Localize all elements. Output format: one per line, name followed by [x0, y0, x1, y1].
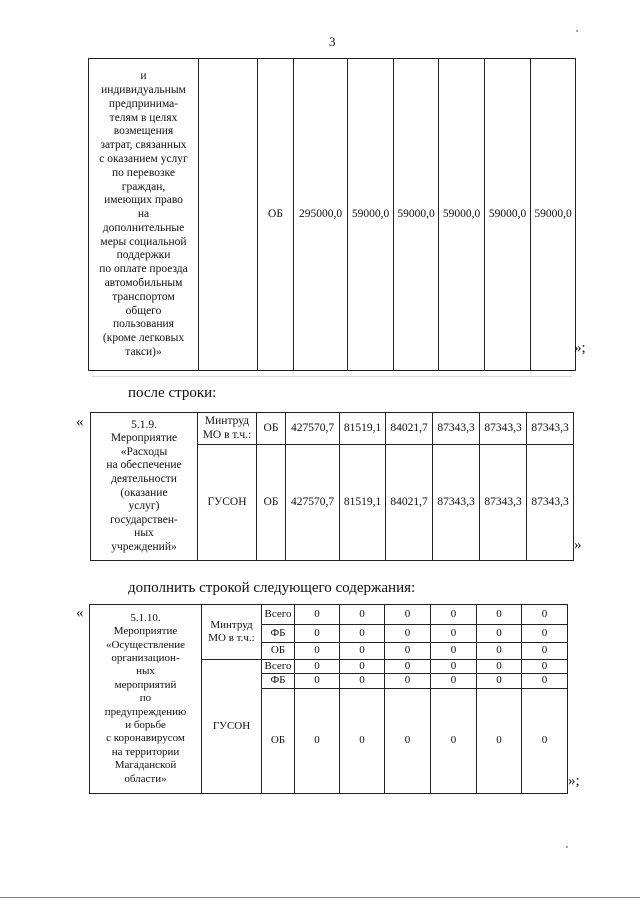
value-year: 59000,0	[485, 59, 531, 371]
value-year: 0	[385, 625, 431, 643]
value-year: 59000,0	[531, 59, 576, 371]
table-row-5-1-9	[90, 412, 574, 561]
value-year: 59000,0	[439, 59, 485, 371]
open-quote: «	[76, 414, 84, 430]
value-year: 0	[431, 625, 477, 643]
value-year: 0	[340, 605, 385, 625]
measure-description: 5.1.10. Мероприятие «Осуществление организацион- ных мероприятий по предупреждению и борьбе с коронавирусом на территории Магаданской области»	[90, 605, 202, 794]
value-year: 0	[522, 674, 568, 688]
value-year: 0	[522, 605, 568, 625]
value-year: 0	[385, 688, 431, 793]
funding-source: ФБ	[262, 674, 295, 688]
table-continuation	[88, 58, 576, 371]
value-year: 0	[385, 660, 431, 674]
value-year: 0	[431, 688, 477, 793]
value-year: 87343,3	[433, 445, 480, 561]
value-year: 87343,3	[480, 413, 527, 445]
value-year: 0	[477, 625, 522, 643]
executor-cell: ГУСОН	[202, 660, 262, 794]
value-year: 0	[522, 688, 568, 793]
value-year: 0	[431, 674, 477, 688]
value-year: 0	[340, 643, 385, 660]
paragraph-add-row: дополнить строкой следующего содержания:	[128, 580, 416, 596]
value-total: 427570,7	[286, 445, 340, 561]
closing-quote: »;	[568, 773, 580, 789]
value-year: 87343,3	[480, 445, 527, 561]
value-year: 81519,1	[340, 413, 386, 445]
value-total: 0	[295, 688, 340, 793]
value-year: 0	[340, 688, 385, 793]
funding-source: Всего	[262, 605, 295, 625]
value-total: 0	[295, 605, 340, 625]
value-year: 0	[522, 643, 568, 660]
value-year: 0	[477, 688, 522, 793]
executor-cell: Минтруд МО в т.ч.:	[202, 605, 262, 660]
value-total: 295000,0	[294, 59, 348, 371]
value-year: 87343,3	[527, 445, 574, 561]
value-year: 0	[385, 643, 431, 660]
value-total: 0	[295, 674, 340, 688]
value-year: 0	[522, 625, 568, 643]
value-year: 0	[340, 674, 385, 688]
value-total: 0	[295, 660, 340, 674]
value-year: 84021,7	[386, 445, 433, 561]
paragraph-after-row: после строки:	[128, 385, 217, 401]
value-year: 0	[431, 605, 477, 625]
funding-source: ОБ	[257, 445, 286, 561]
executor-cell	[199, 59, 258, 371]
value-year: 0	[522, 660, 568, 674]
closing-quote: »;	[574, 340, 586, 356]
value-year: 0	[340, 625, 385, 643]
value-year: 0	[385, 605, 431, 625]
table-row-5-1-10	[89, 604, 568, 794]
value-year: 59000,0	[394, 59, 439, 371]
value-year: 0	[477, 674, 522, 688]
value-year: 84021,7	[386, 413, 433, 445]
value-year: 0	[431, 660, 477, 674]
value-year: 59000,0	[348, 59, 394, 371]
value-total: 0	[295, 643, 340, 660]
measure-description: 5.1.9. Мероприятие «Расходы на обеспечение деятельности (оказание услуг) государствен- ных учреждений»	[91, 413, 198, 561]
value-total: 427570,7	[286, 413, 340, 445]
value-year: 0	[477, 643, 522, 660]
funding-source: ОБ	[262, 688, 295, 793]
open-quote: «	[76, 605, 84, 621]
value-year: 0	[477, 660, 522, 674]
page-number: 3	[329, 34, 336, 49]
value-year: 0	[431, 643, 477, 660]
funding-source: ФБ	[262, 625, 295, 643]
executor-cell: Минтруд МО в т.ч.:	[198, 413, 257, 445]
measure-description: и индивидуальным предпринима- телям в целях возмещения затрат, связанных с оказанием услуг по перевозке граждан, имеющих право на дополнительные меры социальной поддержки по оплате проезда автомобильным транспортом общего пользования (кроме легковых такси)»	[89, 59, 199, 371]
value-year: 87343,3	[433, 413, 480, 445]
funding-source: Всего	[262, 660, 295, 674]
closing-quote: »	[574, 537, 582, 553]
funding-source: ОБ	[262, 643, 295, 660]
value-total: 0	[295, 625, 340, 643]
executor-cell: ГУСОН	[198, 445, 257, 561]
funding-source: ОБ	[258, 59, 294, 371]
value-year: 81519,1	[340, 445, 386, 561]
value-year: 0	[385, 674, 431, 688]
funding-source: ОБ	[257, 413, 286, 445]
value-year: 87343,3	[527, 413, 574, 445]
value-year: 0	[477, 605, 522, 625]
value-year: 0	[340, 660, 385, 674]
